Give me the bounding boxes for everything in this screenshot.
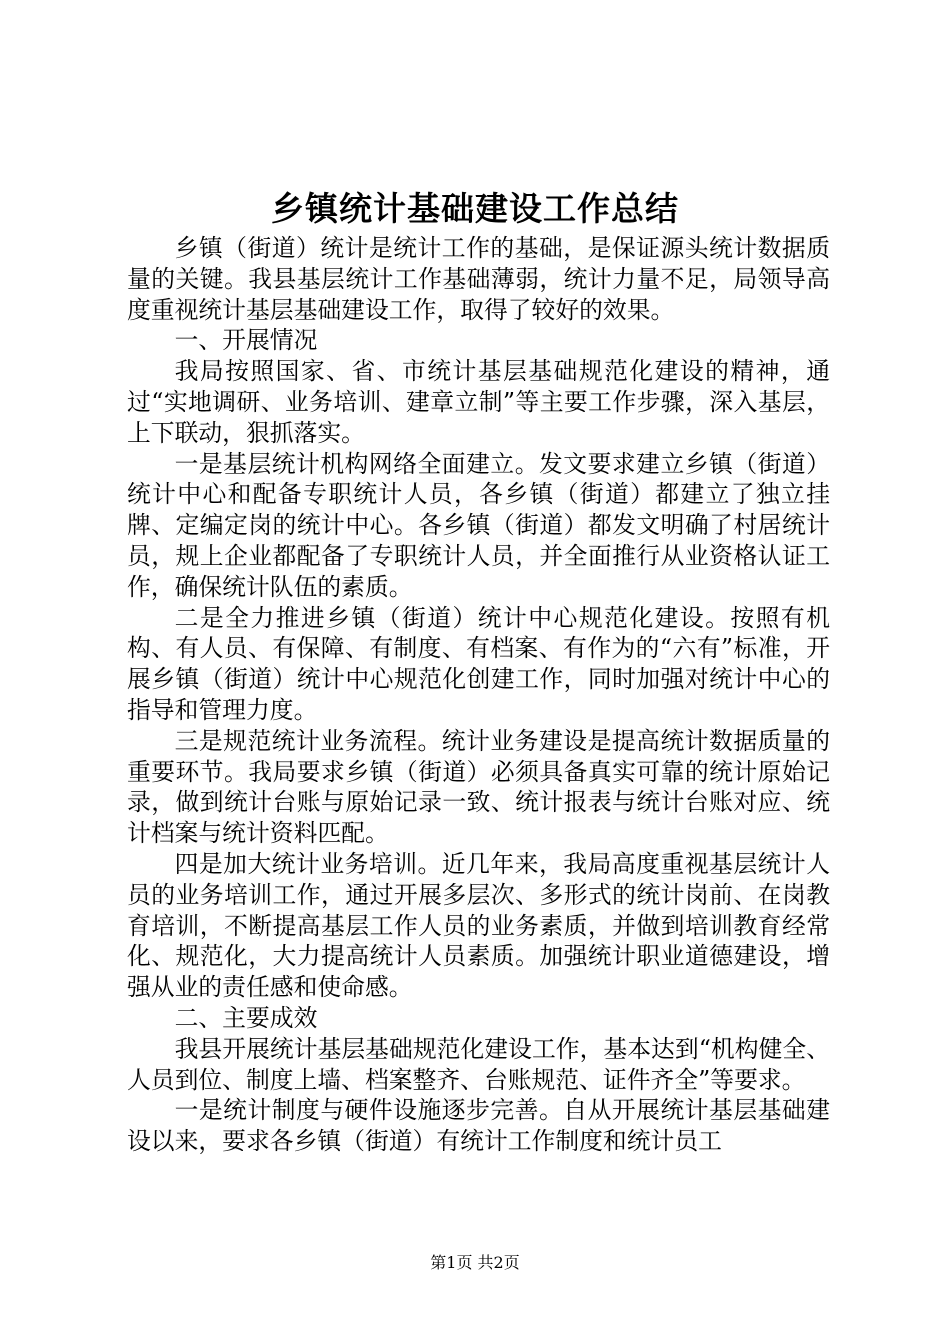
document-body [127,233,830,1157]
page-number-footer: 第1页 共2页 [430,1253,520,1272]
paragraph: 二是全力推进乡镇（街道）统计中心规范化建设。按照有机构、有人员、有保障、有制度、有档案、有作为的“六有”标准，开展乡镇（街道）统计中心规范化创建工作，同时加强对统计中心的指导和管理力度。 [127,603,830,724]
paragraph: 一是基层统计机构网络全面建立。发文要求建立乡镇（街道）统计中心和配备专职统计人员，各乡镇（街道）都建立了独立挂牌、定编定岗的统计中心。各乡镇（街道）都发文明确了村居统计员，规上企业都配备了专职统计人员，并全面推行从业资格认证工作，确保统计队伍的素质。 [127,449,830,601]
document-title: 乡镇统计基础建设工作总结 [271,189,679,228]
paragraph-intro: 乡镇（街道）统计是统计工作的基础，是保证源头统计数据质量的关键。我县基层统计工作基础薄弱，统计力量不足，局领导高度重视统计基层基础建设工作，取得了较好的效果。 [127,234,830,324]
paragraph: 四是加大统计业务培训。近几年来，我局高度重视基层统计人员的业务培训工作，通过开展多层次、多形式的统计岗前、在岗教育培训，不断提高基层工作人员的业务素质，并做到培训教育经常化、规范化，大力提高统计人员素质。加强统计职业道德建设，增强从业的责任感和使命感。 [127,849,830,1002]
paragraph: 三是规范统计业务流程。统计业务建设是提高统计数据质量的重要环节。我局要求乡镇（街道）必须具备真实可靠的统计原始记录，做到统计台账与原始记录一致、统计报表与统计台账对应、统计档案与统计资料匹配。 [127,726,830,848]
paragraph: 一是统计制度与硬件设施逐步完善。自从开展统计基层基础建设以来，要求各乡镇（街道）有统计工作制度和统计员工 [127,1096,830,1156]
paragraph: 我县开展统计基层基础规范化建设工作，基本达到“机构健全、人员到位、制度上墙、档案整齐、台账规范、证件齐全”等要求。 [127,1034,830,1094]
section-heading-2: 二、主要成效 [174,1003,318,1032]
section-heading-1: 一、开展情况 [174,326,318,355]
paragraph: 我局按照国家、省、市统计基层基础规范化建设的精神，通过“实地调研、业务培训、建章立制”等主要工作步骤，深入基层，上下联动，狠抓落实。 [127,357,830,447]
